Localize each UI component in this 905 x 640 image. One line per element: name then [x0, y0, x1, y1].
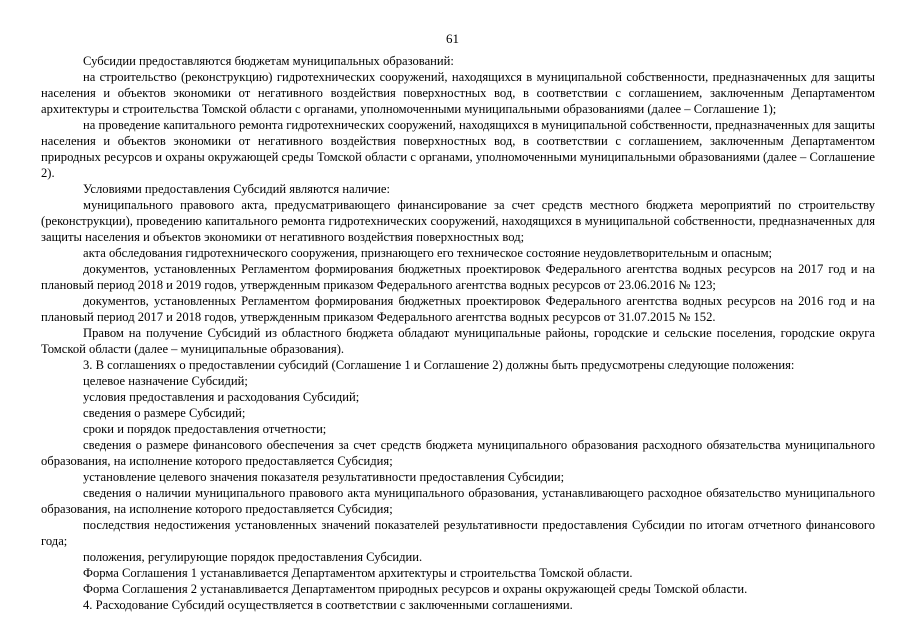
paragraph: 4. Расходование Субсидий осуществляется в соответствии с заключенными соглашениями. [83, 598, 573, 612]
paragraph: муниципального правового акта, предусматривающего финансирование за счет средств местного бюджета мероприятий по строительству (реконструкции), проведению капитального ремонта гидротехнических сооружений, находящихся в муниципальной собственности, предназначенных для защиты населения и объектов экономики от негативного воздействия поверхностных вод; [41, 198, 875, 244]
list-item: сведения о наличии муниципального правового акта муниципального образования, устанавливающего расходное обязательство муниципального образования, на исполнение которого предоставляется Субсидия; [41, 486, 875, 516]
paragraph: на проведение капитального ремонта гидротехнических сооружений, находящихся в муниципальной собственности, предназначенных для защиты населения и объектов экономики от негативного воздействия поверхностных вод, в соответствии с соглашением, заключенным Департаментом природных ресурсов и охраны окружающей среды Томской области с органами, уполномоченными муниципальными образованиями (далее – Соглашение 2). [41, 118, 875, 180]
document-body [41, 53, 875, 613]
list-item: сроки и порядок предоставления отчетности; [83, 422, 327, 436]
paragraph: акта обследования гидротехнического сооружения, признающего его техническое состояние неудовлетворительным и опасным; [83, 246, 773, 260]
paragraph: Правом на получение Субсидий из областного бюджета обладают муниципальные районы, городские и сельские поселения, городские округа Томской области (далее – муниципальные образования). [41, 326, 875, 356]
list-item: установление целевого значения показателя результативности предоставления Субсидии; [83, 470, 565, 484]
paragraph: документов, установленных Регламентом формирования бюджетных проектировок Федерального агентства водных ресурсов на 2017 год и на плановый период 2018 и 2019 годов, утвержденным приказом Федерального агентства водных ресурсов от 23.06.2016 № 123; [41, 262, 875, 292]
list-item: сведения о размере финансового обеспечения за счет средств бюджета муниципального образования расходного обязательства муниципального образования, на исполнение которого предоставляется Субсидия; [41, 438, 875, 468]
list-item: целевое назначение Субсидий; [83, 374, 248, 388]
list-item: сведения о размере Субсидий; [83, 406, 246, 420]
paragraph: Форма Соглашения 2 устанавливается Департаментом природных ресурсов и охраны окружающей среды Томской области. [83, 582, 748, 596]
paragraph: Субсидии предоставляются бюджетам муниципальных образований: [83, 54, 454, 68]
paragraph: 3. В соглашениях о предоставлении субсидий (Соглашение 1 и Соглашение 2) должны быть предусмотрены следующие положения: [83, 358, 795, 372]
page-number: 61 [446, 31, 459, 46]
list-item: положения, регулирующие порядок предоставления Субсидии. [83, 550, 423, 564]
paragraph: на строительство (реконструкцию) гидротехнических сооружений, находящихся в муниципальной собственности, предназначенных для защиты населения и объектов экономики от негативного воздействия поверхностных вод, в соответствии с соглашением, заключенным Департаментом архитектуры и строительства Томской области с органами, уполномоченными муниципальными образованиями (далее – Соглашение 1); [41, 70, 875, 116]
paragraph: Условиями предоставления Субсидий являются наличие: [83, 182, 390, 196]
paragraph: документов, установленных Регламентом формирования бюджетных проектировок Федерального агентства водных ресурсов на 2016 год и на плановый период 2017 и 2018 годов, утвержденным приказом Федерального агентства водных ресурсов от 31.07.2015 № 152. [41, 294, 875, 324]
list-item: условия предоставления и расходования Субсидий; [83, 390, 360, 404]
paragraph: Форма Соглашения 1 устанавливается Департаментом архитектуры и строительства Томской области. [83, 566, 633, 580]
list-item: последствия недостижения установленных значений показателей результативности предоставления Субсидии по итогам отчетного финансового года; [41, 518, 875, 548]
